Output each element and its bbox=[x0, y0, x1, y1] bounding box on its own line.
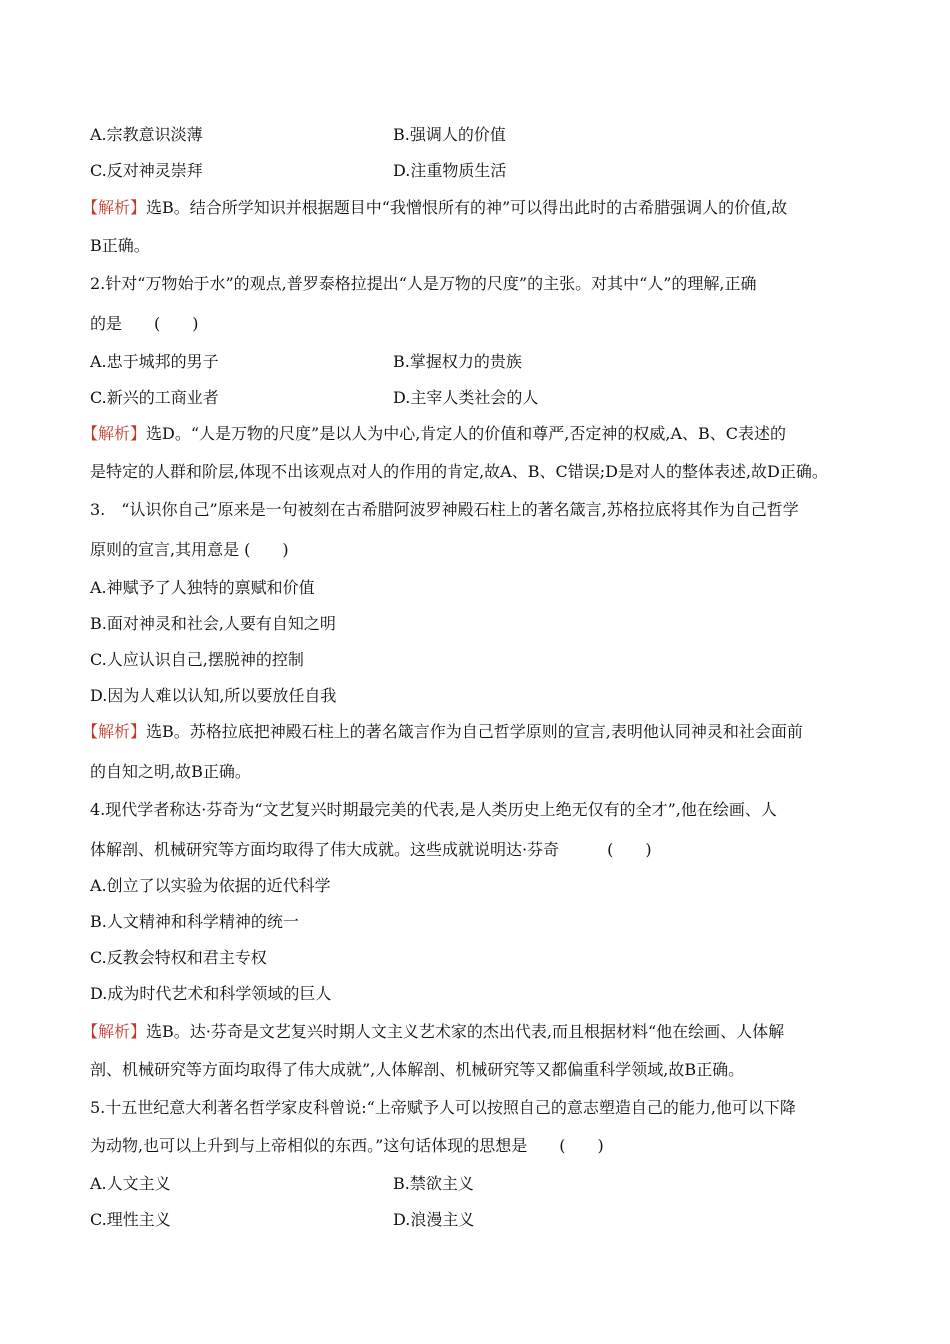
q3-stem-line-1: 3. “认识你自己”原来是一句被刻在古希腊阿波罗神殿石柱上的著名箴言,苏格拉底将其作为自己哲学 bbox=[90, 500, 799, 519]
q3-analysis-line-1 bbox=[82, 722, 803, 742]
q1-analysis-line-2: B正确。 bbox=[90, 236, 150, 255]
q3-option-b: B.面对神灵和社会,人要有自知之明 bbox=[90, 614, 336, 633]
q3-analysis-text: 选B。苏格拉底把神殿石柱上的著名箴言作为自己哲学原则的宣言,表明他认同神灵和社会面前 bbox=[146, 722, 803, 741]
q5-option-d: D.浪漫主义 bbox=[393, 1210, 475, 1229]
q3-option-a: A.神赋予了人独特的禀赋和价值 bbox=[90, 578, 315, 597]
analysis-tag: 【解析】 bbox=[82, 424, 147, 443]
q3-stem-line-2: 原则的宣言,其用意是 ( ) bbox=[90, 540, 289, 559]
q5-stem-line-2: 为动物,也可以上升到与上帝相似的东西。”这句话体现的思想是 ( ) bbox=[90, 1136, 604, 1155]
q4-analysis-line-1 bbox=[82, 1022, 784, 1042]
q2-option-d: D.主宰人类社会的人 bbox=[393, 388, 539, 407]
q4-stem-line-2: 体解剖、机械研究等方面均取得了伟大成就。这些成就说明达·芬奇 ( ) bbox=[90, 840, 652, 859]
q2-option-a: A.忠于城邦的男子 bbox=[90, 352, 219, 371]
q2-analysis-line-1 bbox=[82, 424, 786, 444]
analysis-tag: 【解析】 bbox=[82, 1022, 147, 1041]
q5-option-a: A.人文主义 bbox=[90, 1174, 171, 1193]
q5-stem-line-1: 5.十五世纪意大利著名哲学家皮科曾说:“上帝赋予人可以按照自己的意志塑造自己的能力,他可以下降 bbox=[90, 1098, 796, 1117]
q2-option-c: C.新兴的工商业者 bbox=[90, 388, 219, 407]
q1-option-a: A.宗教意识淡薄 bbox=[90, 125, 203, 144]
q4-stem-line-1: 4.现代学者称达·芬奇为“文艺复兴时期最完美的代表,是人类历史上绝无仅有的全才”,他在绘画、人 bbox=[90, 800, 777, 819]
q4-analysis-line-2: 剖、机械研究等方面均取得了伟大成就”,人体解剖、机械研究等又都偏重科学领域,故B正确。 bbox=[90, 1060, 745, 1079]
q3-option-c: C.人应认识自己,摆脱神的控制 bbox=[90, 650, 304, 669]
q2-analysis-text: 选D。“人是万物的尺度”是以人为中心,肯定人的价值和尊严,否定神的权威,A、B、C表述的 bbox=[146, 424, 787, 443]
q4-option-c: C.反教会特权和君主专权 bbox=[90, 948, 267, 967]
q1-option-d: D.注重物质生活 bbox=[393, 161, 507, 180]
q4-option-d: D.成为时代艺术和科学领域的巨人 bbox=[90, 984, 332, 1003]
q4-analysis-text: 选B。达·芬奇是文艺复兴时期人文主义艺术家的杰出代表,而且根据材料“他在绘画、人体解 bbox=[146, 1022, 785, 1041]
q3-option-d: D.因为人难以认知,所以要放任自我 bbox=[90, 686, 337, 705]
q1-analysis-line-1 bbox=[82, 198, 787, 218]
q5-option-b: B.禁欲主义 bbox=[393, 1174, 474, 1193]
q4-option-b: B.人文精神和科学精神的统一 bbox=[90, 912, 299, 931]
q1-option-c: C.反对神灵崇拜 bbox=[90, 161, 203, 180]
q2-stem-line-1: 2.针对“万物始于水”的观点,普罗泰格拉提出“人是万物的尺度”的主张。对其中“人”的理解,正确 bbox=[90, 274, 757, 293]
q1-option-b: B.强调人的价值 bbox=[393, 125, 506, 144]
q5-option-c: C.理性主义 bbox=[90, 1210, 171, 1229]
q2-analysis-line-2: 是特定的人群和阶层,体现不出该观点对人的作用的肯定,故A、B、C错误;D是对人的整体表述,故D正确。 bbox=[90, 462, 828, 481]
analysis-tag: 【解析】 bbox=[82, 722, 147, 741]
q2-stem-line-2: 的是 ( ) bbox=[90, 314, 199, 333]
q2-option-b: B.掌握权力的贵族 bbox=[393, 352, 522, 371]
q3-analysis-line-2: 的自知之明,故B正确。 bbox=[90, 762, 251, 781]
analysis-tag: 【解析】 bbox=[82, 198, 147, 217]
q4-option-a: A.创立了以实验为依据的近代科学 bbox=[90, 876, 331, 895]
q1-analysis-text: 选B。结合所学知识并根据题目中“我憎恨所有的神”可以得出此时的古希腊强调人的价值,故 bbox=[146, 198, 788, 217]
